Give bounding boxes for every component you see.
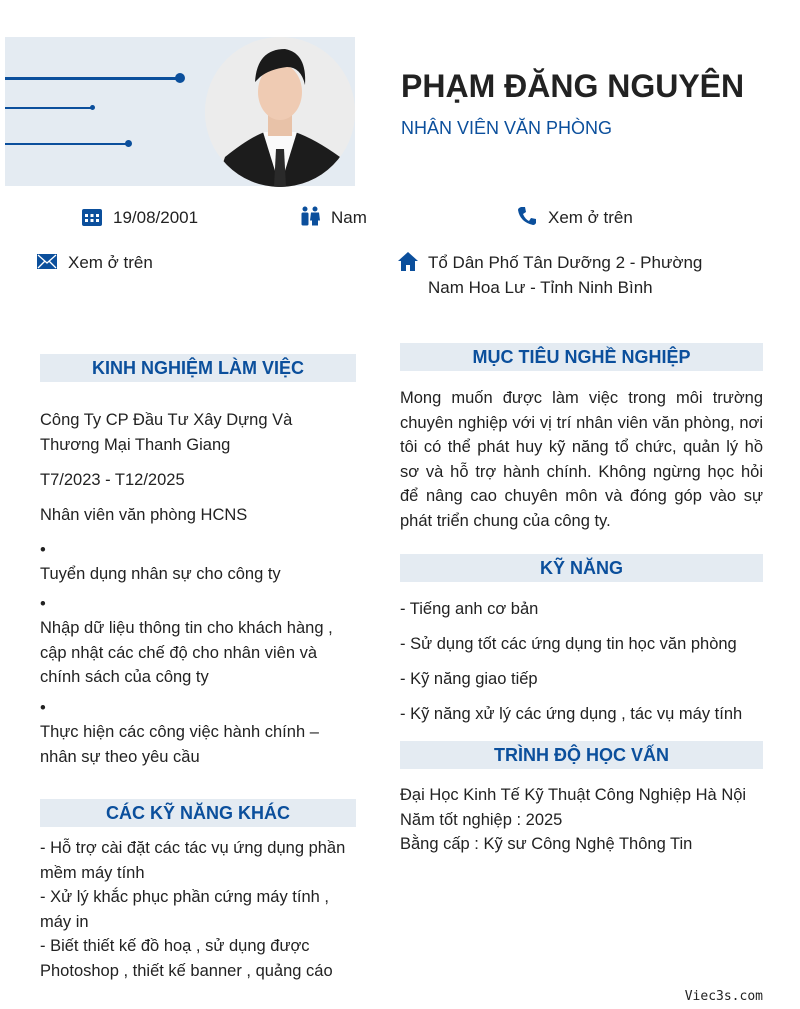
bullet-dot: • — [40, 541, 46, 559]
calendar-icon — [81, 205, 103, 227]
envelope-icon — [36, 250, 58, 272]
skill-item: - Sử dụng tốt các ứng dụng tin học văn phòng — [400, 635, 737, 653]
education-degree: Bằng cấp : Kỹ sư Công Nghệ Thông Tin — [400, 835, 693, 853]
other-skill: - Hỗ trợ cài đặt các tác vụ ứng dụng phần mềm máy tính — [40, 839, 346, 882]
home-icon — [398, 250, 418, 272]
other-skills-list — [40, 836, 364, 983]
skill-item: - Kỹ năng giao tiếp — [400, 670, 538, 688]
email-value: Xem ở trên — [68, 253, 153, 272]
experience-duty: Tuyển dụng nhân sự cho công ty — [40, 565, 281, 583]
gender-value: Nam — [331, 208, 367, 227]
decor-line — [5, 107, 92, 109]
decor-dot — [90, 105, 95, 110]
skill-item: - Kỹ năng xử lý các ứng dụng , tác vụ máy tính — [400, 705, 743, 723]
education-list — [400, 783, 763, 857]
phone-value: Xem ở trên — [548, 208, 633, 227]
experience-company: Công Ty CP Đầu Tư Xây Dựng Và Thương Mại Thanh Giang — [40, 411, 293, 454]
people-icon — [299, 205, 321, 227]
other-skills-heading: CÁC KỸ NĂNG KHÁC — [40, 799, 356, 827]
decor-line — [5, 77, 180, 80]
gender-field — [299, 205, 367, 230]
objective-text: Mong muốn được làm việc trong môi trường chuyên nghiệp với vị trí nhân viên văn phòng, nơi tôi có thể phát huy kỹ năng tổ chức, quản lý hồ sơ và hỗ trợ hành chính. Không ngừng học hỏi để nâng cao chuyên môn và đóng góp vào sự phát triển chung của công ty. — [400, 389, 763, 530]
job-title: NHÂN VIÊN VĂN PHÒNG — [401, 118, 613, 138]
phone-field — [516, 205, 633, 230]
email-field — [36, 250, 153, 275]
experience-heading: KINH NGHIỆM LÀM VIỆC — [40, 354, 356, 382]
decor-dot — [175, 73, 185, 83]
other-skill: - Xử lý khắc phục phần cứng máy tính , máy in — [40, 888, 329, 931]
skills-list — [400, 597, 763, 727]
skills-heading: KỸ NĂNG — [400, 554, 763, 582]
dob-field — [81, 205, 198, 230]
bullet-dot: • — [40, 595, 46, 613]
address-value: Tổ Dân Phố Tân Dưỡng 2 - Phường Nam Hoa Lư - Tỉnh Ninh Bình — [428, 253, 703, 297]
other-skill: - Biết thiết kế đồ hoạ , sử dụng được Photoshop , thiết kế banner , quảng cáo — [40, 937, 333, 980]
phone-icon — [516, 205, 538, 227]
experience-duty: Nhập dữ liệu thông tin cho khách hàng , cập nhật các chế độ cho nhân viên và chính sách của công ty — [40, 619, 333, 686]
decor-line — [5, 143, 127, 145]
skill-item: - Tiếng anh cơ bản — [400, 600, 539, 618]
education-year: Năm tốt nghiệp : 2025 — [400, 810, 563, 829]
experience-position: Nhân viên văn phòng HCNS — [40, 506, 248, 524]
objective-heading: MỤC TIÊU NGHỀ NGHIỆP — [400, 343, 763, 371]
experience-duty: Thực hiện các công việc hành chính – nhân sự theo yêu cầu — [40, 723, 319, 766]
education-heading: TRÌNH ĐỘ HỌC VẤN — [400, 741, 763, 769]
dob-value: 19/08/2001 — [113, 208, 199, 227]
bullet-dot: • — [40, 699, 46, 717]
experience-period: T7/2023 - T12/2025 — [40, 471, 185, 489]
address-field — [398, 250, 708, 300]
profile-photo — [205, 37, 355, 187]
education-school: Đại Học Kinh Tế Kỹ Thuật Công Nghiệp Hà Nội — [400, 786, 747, 804]
decor-dot — [125, 140, 132, 147]
candidate-name: PHẠM ĐĂNG NGUYÊN — [401, 68, 745, 104]
footer-brand: Viec3s.com — [684, 989, 763, 1004]
